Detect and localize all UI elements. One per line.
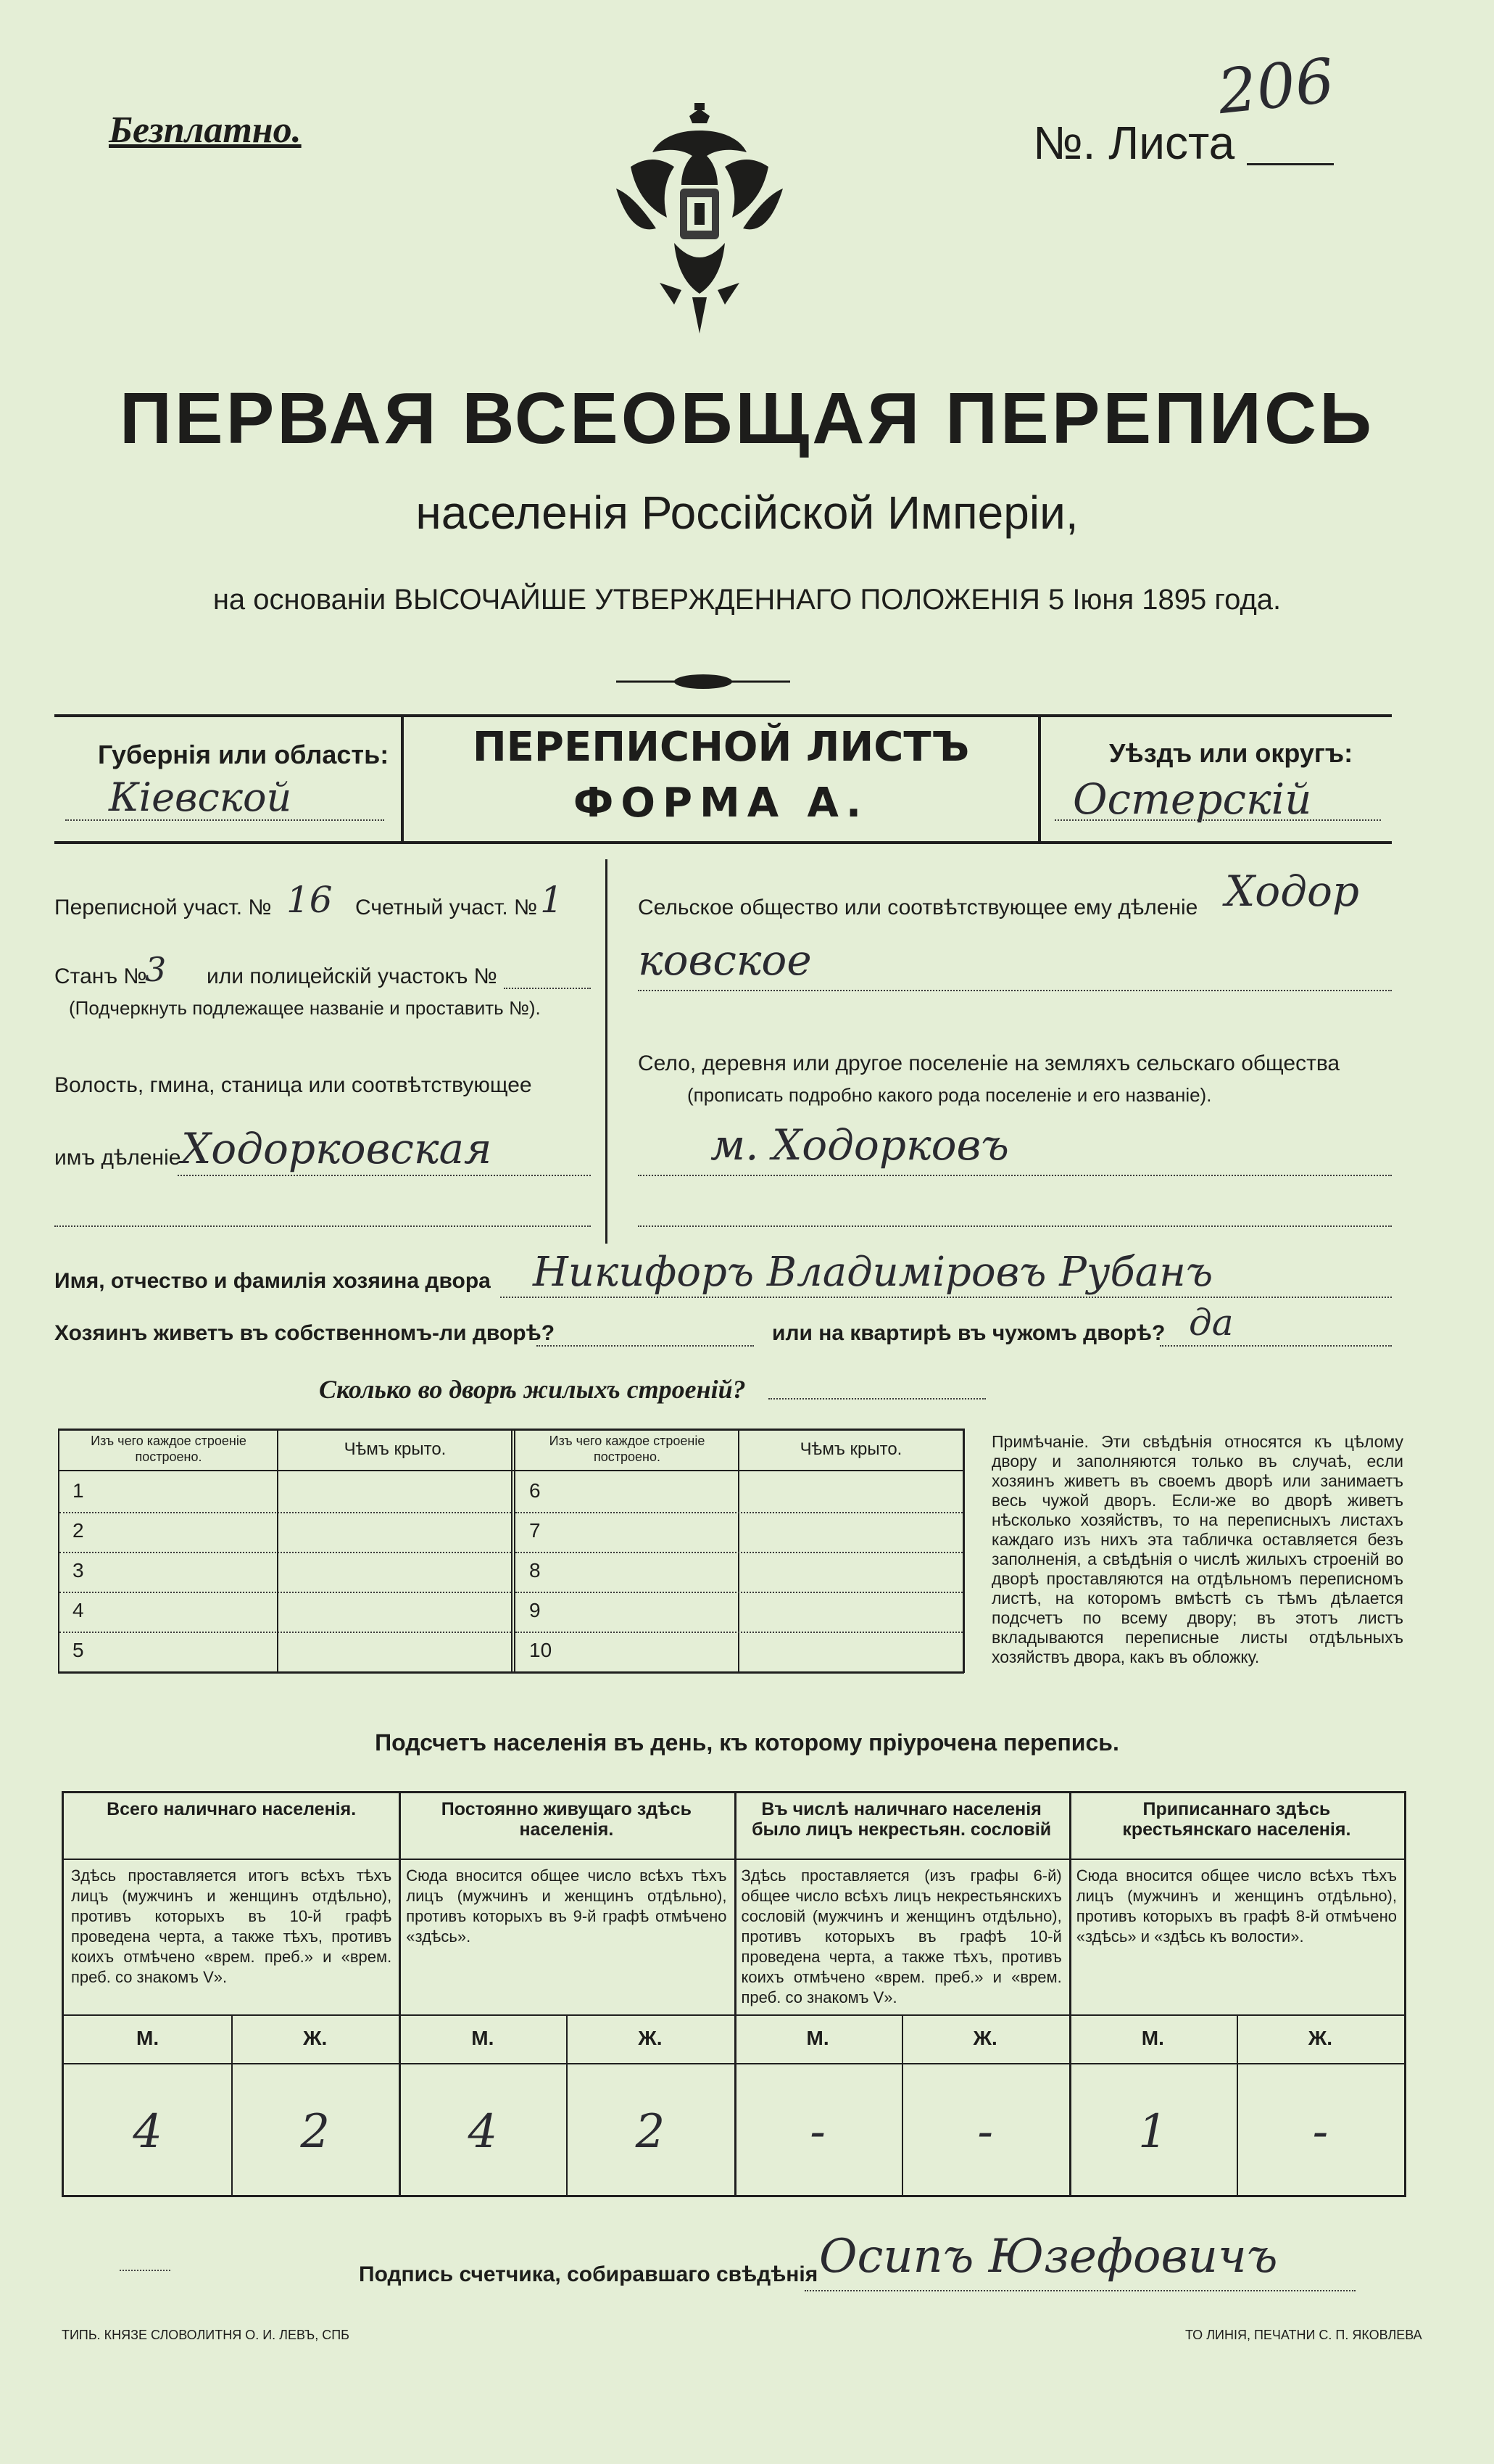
own-yard-line: [536, 1345, 754, 1347]
ct-column-header: Всего наличнаго населенія.: [107, 1799, 357, 1819]
ct-value: 2: [635, 2105, 665, 2159]
village-label: Село, деревня или другое поселеніе на земляхъ сельскаго общества: [638, 1051, 1340, 1075]
owner-name-line: [500, 1297, 1392, 1298]
police-note: (Подчеркнуть подлежащее названіе и проставить №).: [69, 997, 541, 1019]
volost-value: Ходорковская: [181, 1124, 492, 1173]
village-value: м. Ходорковъ: [710, 1120, 1009, 1170]
bt-left-row-number: 5: [72, 1639, 84, 1661]
bt-left-row-line: [59, 1552, 511, 1553]
buildings-line: [768, 1398, 986, 1400]
ct-column-header: Приписаннаго здѣсь крестьянскаго населенія.: [1122, 1799, 1351, 1840]
signature-label: Подпись счетчика, собиравшаго свѣдѣнія: [359, 2262, 818, 2286]
form-band-top: [54, 714, 1392, 717]
census-basis: на основаніи ВЫСОЧАЙШЕ УТВЕРЖДЕННАГО ПОЛОЖЕНІЯ 5 Іюня 1895 года.: [212, 584, 1282, 616]
ct-value: -: [810, 2105, 826, 2159]
bt-right-row-line: [515, 1512, 963, 1513]
bt-left-row-number: 3: [72, 1559, 84, 1582]
bt-left-row-line: [59, 1632, 511, 1633]
bt-col2-header: Чѣмъ крыто.: [344, 1439, 447, 1459]
census-subtitle: населенія Россійской Имперіи,: [415, 487, 1079, 539]
imperial-eagle-icon: [616, 102, 783, 341]
bt-right-row-line: [515, 1632, 963, 1633]
ct-value: -: [977, 2105, 993, 2159]
bt-right-row-number: 8: [529, 1559, 541, 1582]
village-line-2: [638, 1225, 1392, 1227]
ct-value: -: [1312, 2105, 1329, 2159]
count-title: Подсчетъ населенія въ день, къ которому пріурочена перепись.: [375, 1729, 1119, 1756]
volost-line-2: [54, 1225, 591, 1227]
ct-column-description: Здѣсь проставляется итогъ всѣхъ тѣхъ лицъ (мужчинъ и женщинъ отдѣльно), противъ которыхъ въ 10-й графѣ проведена черта, а также тѣхъ, противъ коихъ отмѣчено «врем. преб.» и «врем. преб. со знакомъ V».: [71, 1866, 392, 1986]
sheet-number-line: [1247, 163, 1334, 165]
village-line: [638, 1175, 1392, 1176]
ct-value: 1: [1137, 2105, 1168, 2159]
count-district-label: Счетный участ. №: [355, 896, 538, 919]
signature-value: Осипъ Юзефовичъ: [819, 2230, 1278, 2283]
uezd-value: Остерскій: [1073, 774, 1312, 824]
form-band-bottom: [54, 841, 1392, 844]
buildings-note: Примѣчаніе. Эти свѣдѣнія относятся къ цѣлому двору и заполняются только въ случаѣ, если хозяинъ живетъ въ своемъ дворѣ или занимаетъ весь чужой дворъ. Если-же во дворѣ живетъ нѣсколько хозяйствъ, то на переписныхъ листахъ каждаго изъ нихъ эта табличка оставляется безъ заполненія, а свѣдѣнія о числѣ жилыхъ строеній во дворѣ проставляются на отдѣльномъ переписномъ листѣ, на которомъ вмѣстѣ съ тѣмъ дѣлается подсчетъ по всему двору; въ этотъ листъ вкладываются переписные листы отдѣльныхъ хозяйствъ двора, какъ въ обложку.: [992, 1432, 1403, 1666]
free-label: Безплатно.: [109, 109, 302, 151]
sheet-number-handwritten: 206: [1214, 44, 1338, 128]
uezd-line: [1055, 819, 1381, 821]
bt-left: [58, 1429, 59, 1673]
volost-line: [178, 1175, 591, 1176]
bt-mid: [511, 1429, 515, 1673]
ct-sex-label: М.: [1141, 2027, 1164, 2049]
bt-right-row-line: [515, 1592, 963, 1593]
bt-right-row-line: [515, 1552, 963, 1553]
form-title-2: ФОРМА А.: [573, 780, 869, 827]
printer-left: ТИПЬ. КНЯЗЕ СЛОВОЛИТНЯ О. И. ЛЕВЪ, СПБ: [62, 2328, 349, 2342]
rent-value: да: [1189, 1302, 1234, 1344]
bt-col-left: [277, 1429, 278, 1673]
census-title: ПЕРВАЯ ВСЕОБЩАЯ ПЕРЕПИСЬ: [120, 378, 1374, 459]
form-title-1: ПЕРЕПИСНОЙ ЛИСТЪ: [472, 724, 970, 771]
bt-col4-header: Чѣмъ крыто.: [800, 1439, 902, 1459]
society-label: Сельское общество или соотвѣтствующее ему дѣленіе: [638, 896, 1198, 919]
bt-right-row-number: 9: [529, 1599, 541, 1621]
gubernia-value: Кіевской: [109, 774, 292, 820]
gubernia-label: Губернія или область:: [98, 740, 389, 769]
bt-right-row-number: 7: [529, 1519, 541, 1542]
stamp-mark: [120, 2255, 170, 2271]
owner-name-label: Имя, отчество и фамилія хозяина двора: [54, 1269, 491, 1293]
ct-sex-label: М.: [471, 2027, 494, 2049]
ct-sex-label: М.: [806, 2027, 829, 2049]
society-value-2: ковское: [638, 935, 812, 985]
ct-sex-label: М.: [136, 2027, 159, 2049]
bt-left-row-line: [59, 1592, 511, 1593]
bt-col1-header: Изъ чего каждое строеніе построено.: [91, 1434, 246, 1464]
show-through-text: [942, 196, 1450, 341]
printer-right: ТО ЛИНІЯ, ПЕЧАТНИ С. П. ЯКОВЛЕВА: [1185, 2328, 1422, 2342]
bt-right-row-number: 10: [529, 1639, 552, 1661]
bt-left-row-number: 4: [72, 1599, 84, 1621]
bt-col3-header: Изъ чего каждое строеніе построено.: [549, 1434, 705, 1464]
rent-line: [1160, 1345, 1392, 1347]
ct-column-description: Здѣсь проставляется (изъ графы 6-й) общее число всѣхъ лицъ некрестьянскихъ сословій (мужчинъ и женщинъ отдѣльно), противъ которыхъ въ графѣ 10-й проведена черта, а также тѣхъ, противъ коихъ отмѣчено «врем. преб.» и «врем. преб. со знакомъ V».: [741, 1866, 1062, 2006]
ct-value: 4: [133, 2105, 162, 2159]
count-table: [62, 1791, 1406, 2197]
society-line: [638, 990, 1392, 991]
sheet-number-label: №. Листа: [1033, 117, 1235, 169]
gubernia-line: [65, 819, 384, 821]
ct-column-description: Сюда вносится общее число всѣхъ тѣхъ лицъ (мужчинъ и женщинъ отдѣльно), противъ которыхъ въ 9-й графѣ отмѣчено «здѣсь».: [406, 1866, 727, 1946]
form-band-div-right: [1038, 714, 1041, 841]
ct-value: 2: [300, 2105, 331, 2159]
middle-vertical-rule: [605, 859, 607, 1244]
signature-line: [805, 2290, 1356, 2291]
count-district-value: 1: [540, 879, 563, 921]
ct-column-header: Постоянно живущаго здѣсь населенія.: [441, 1799, 692, 1840]
census-district-value: 16: [286, 879, 333, 921]
bt-col-right: [738, 1429, 739, 1673]
rent-label: или на квартирѣ въ чужомъ дворѣ?: [772, 1321, 1166, 1345]
own-yard-label: Хозяинъ живетъ въ собственномъ-ли дворѣ?: [54, 1321, 555, 1345]
ct-column-description: Сюда вносится общее число всѣхъ тѣхъ лицъ (мужчинъ и женщинъ отдѣльно), противъ которыхъ въ графѣ 8-й отмѣчено «здѣсь» и «здѣсь къ волости».: [1076, 1866, 1397, 1946]
bt-left-row-line: [59, 1512, 511, 1513]
owner-name-value: Никифоръ Владиміровъ Рубанъ: [533, 1249, 1213, 1296]
ornament-divider: [616, 671, 790, 693]
volost-label-1: Волость, гмина, станица или соотвѣтствующее: [54, 1073, 532, 1097]
police-label: или полицейскій участокъ №: [207, 964, 497, 988]
police-line: [504, 988, 591, 989]
ct-sex-label: Ж.: [1308, 2027, 1332, 2049]
ct-column-header: Въ числѣ наличнаго населенія было лицъ некрестьян. сословій: [752, 1799, 1052, 1840]
census-district-label: Переписной участ. №: [54, 896, 272, 919]
ct-sex-label: Ж.: [303, 2027, 328, 2049]
bt-right: [963, 1429, 965, 1673]
volost-label-2: имъ дѣленіе: [54, 1146, 181, 1170]
bt-left-row-number: 1: [72, 1479, 84, 1502]
buildings-label: Сколько во дворѣ жилыхъ строеній?: [319, 1375, 746, 1404]
ct-value: 4: [468, 2105, 498, 2159]
bt-right-row-number: 6: [529, 1479, 541, 1502]
stan-label: Станъ №: [54, 964, 147, 988]
stan-value: 3: [145, 950, 167, 989]
uezd-label: Уѣздъ или округъ:: [1109, 738, 1353, 768]
village-note: (прописать подробно какого рода поселеніе и его названіе).: [687, 1084, 1212, 1106]
ct-sex-label: Ж.: [973, 2027, 997, 2049]
bt-left-row-number: 2: [72, 1519, 84, 1542]
ct-sex-label: Ж.: [638, 2027, 663, 2049]
society-value-1: Ходор: [1225, 867, 1360, 916]
